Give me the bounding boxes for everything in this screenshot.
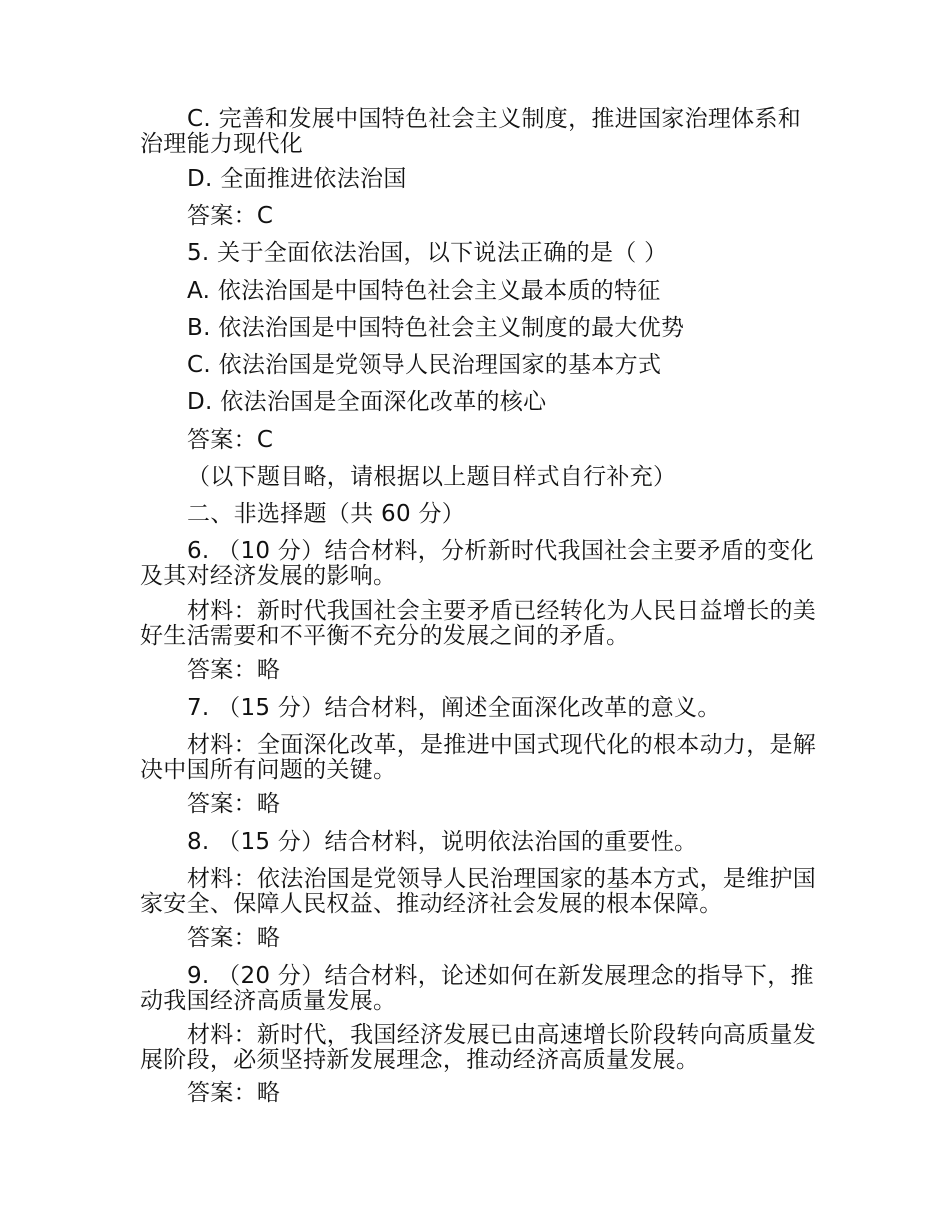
option-c-q4: C. 完善和发展中国特色社会主义制度，推进国家治理体系和治理能力现代化 <box>140 106 802 157</box>
option-d-q5: D. 依法治国是全面深化改革的核心 <box>187 389 547 415</box>
omitted-note: （以下题目略，请根据以上题目样式自行补充） <box>187 464 677 490</box>
answer-q5: 答案：C <box>187 427 274 453</box>
material-q9: 材料：新时代，我国经济发展已由高速增长阶段转向高质量发展阶段，必须坚持新发展理念，推动经济高质量发展。 <box>140 1022 817 1073</box>
answer-q7: 答案：略 <box>187 791 281 817</box>
question-5: 5. 关于全面依法治国，以下说法正确的是（ ） <box>187 240 668 266</box>
material-q6: 材料：新时代我国社会主要矛盾已经转化为人民日益增长的美好生活需要和不平衡不充分的发展之间的矛盾。 <box>140 598 817 649</box>
option-b-q5: B. 依法治国是中国特色社会主义制度的最大优势 <box>187 315 685 341</box>
question-6: 6. （10 分）结合材料，分析新时代我国社会主要矛盾的变化及其对经济发展的影响。 <box>140 538 814 589</box>
question-7: 7. （15 分）结合材料，阐述全面深化改革的意义。 <box>187 695 721 721</box>
answer-q9: 答案：略 <box>187 1080 281 1106</box>
material-q7: 材料：全面深化改革，是推进中国式现代化的根本动力，是解决中国所有问题的关键。 <box>140 732 817 783</box>
option-d-q4: D. 全面推进依法治国 <box>187 166 407 192</box>
option-c-q5: C. 依法治国是党领导人民治理国家的基本方式 <box>187 352 662 378</box>
answer-q8: 答案：略 <box>187 925 281 951</box>
answer-q6: 答案：略 <box>187 657 281 683</box>
material-q8: 材料：依法治国是党领导人民治理国家的基本方式，是维护国家安全、保障人民权益、推动经济社会发展的根本保障。 <box>140 866 817 917</box>
option-a-q5: A. 依法治国是中国特色社会主义最本质的特征 <box>187 278 661 304</box>
question-9: 9. （20 分）结合材料，论述如何在新发展理念的指导下，推动我国经济高质量发展。 <box>140 963 814 1014</box>
answer-q4: 答案：C <box>187 203 274 229</box>
section-heading: 二、非选择题（共 60 分） <box>187 501 466 527</box>
question-8: 8. （15 分）结合材料，说明依法治国的重要性。 <box>187 829 698 855</box>
